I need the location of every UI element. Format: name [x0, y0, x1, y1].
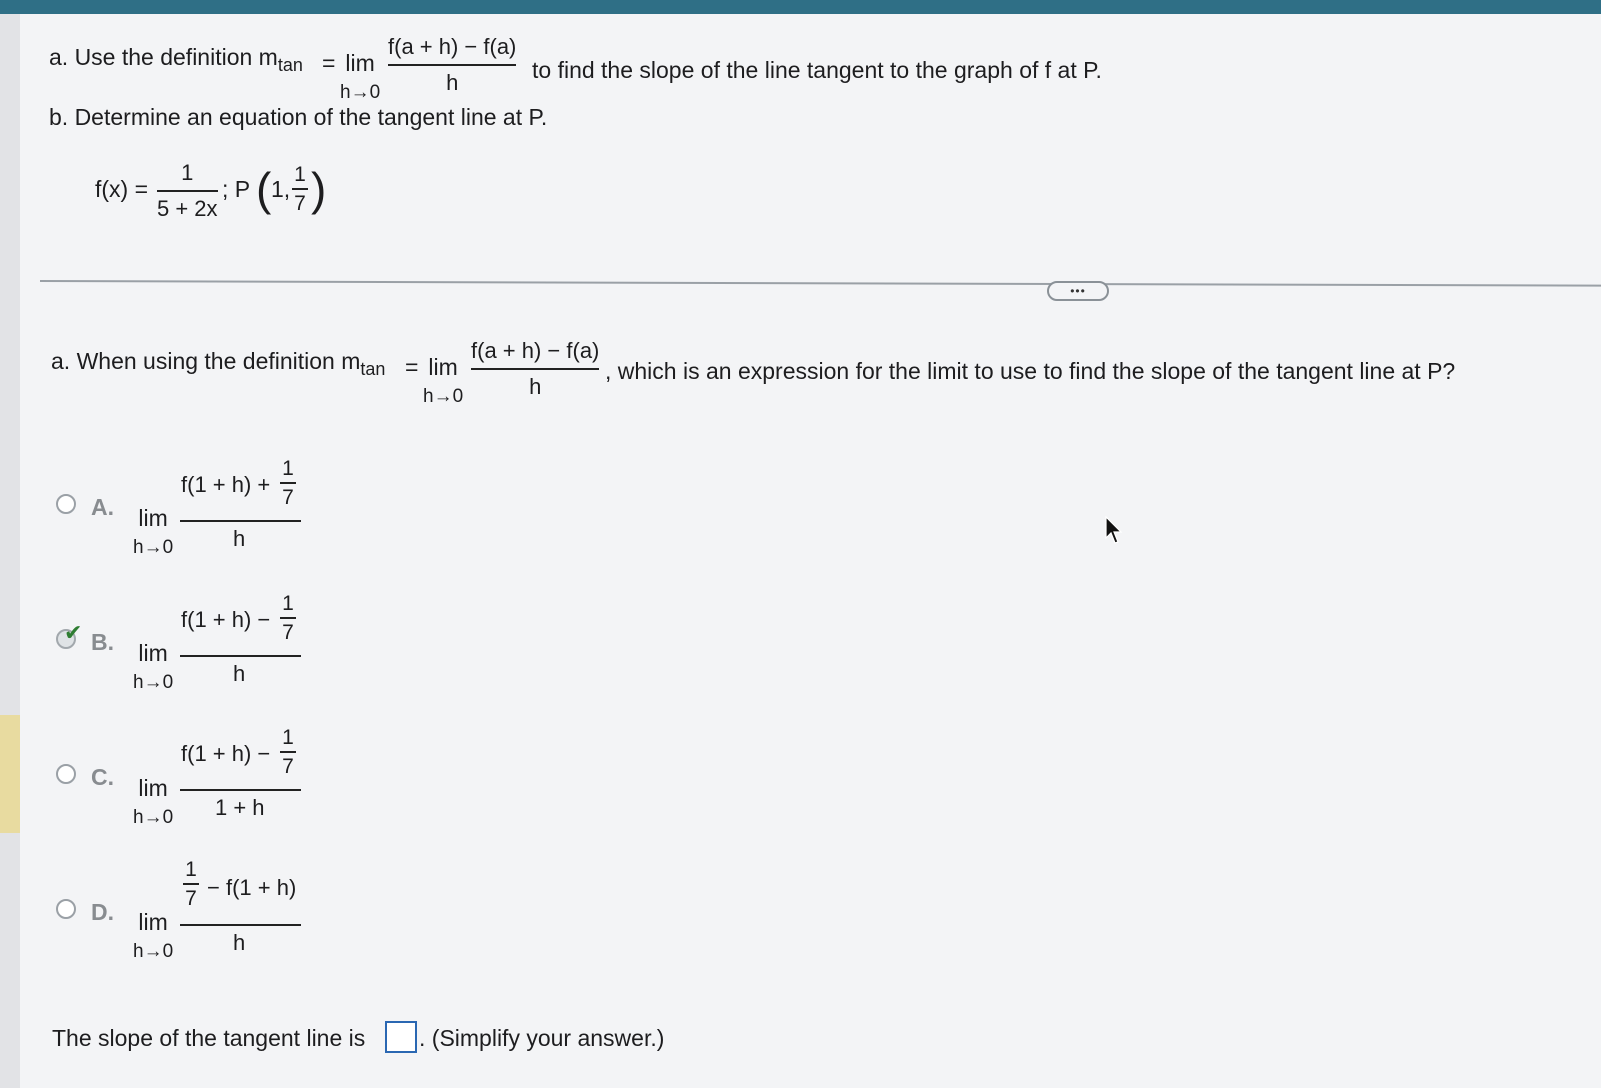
option-c-frac-num: 1 [282, 726, 294, 749]
subq-denominator: h [529, 373, 542, 399]
equals: = [322, 50, 336, 76]
definition-numerator: f(a + h) − f(a) [388, 34, 517, 59]
option-c-frac-den: 7 [282, 754, 294, 778]
option-a-lim-sub: h→0 [133, 537, 174, 558]
part-b-text: b. Determine an equation of the tangent line at P. [49, 104, 548, 130]
option-d-radio[interactable] [56, 899, 76, 919]
option-a-num-left: f(1 + h) + [181, 472, 271, 497]
option-d-small-frac [183, 859, 199, 909]
part-a-lead: a. Use the definition m [49, 44, 278, 70]
option-b-limit [133, 642, 173, 692]
option-d-limit [133, 911, 173, 961]
option-c-lim: lim [138, 775, 168, 801]
limit-subscript: h→0 [340, 82, 381, 103]
point-x: 1, [271, 176, 291, 202]
point-y-numerator: 1 [294, 163, 306, 186]
right-paren: ) [311, 163, 327, 215]
subq-equals: = [405, 354, 419, 380]
function-denominator: 5 + 2x [157, 195, 218, 221]
point-y-fraction [292, 164, 308, 214]
function-fraction [157, 162, 218, 220]
option-c-den: 1 + h [215, 795, 265, 820]
answer-prefix: The slope of the tangent line is [52, 1025, 366, 1051]
option-d-lim: lim [138, 909, 168, 935]
function-numerator: 1 [181, 160, 194, 185]
option-a-frac-num: 1 [282, 457, 294, 480]
point-label: ; P [222, 176, 251, 202]
definition-denominator: h [446, 69, 459, 95]
option-c-label[interactable]: C. [91, 764, 114, 790]
option-d-num-right: − f(1 + h) [207, 875, 297, 900]
option-b-fraction-bar [180, 655, 301, 657]
option-a-den: h [233, 526, 246, 551]
option-b-den: h [233, 661, 246, 686]
left-paren: ( [256, 163, 272, 215]
tan-subscript: tan [277, 55, 303, 75]
subq-definition-fraction [471, 340, 599, 398]
option-b-lim-sub: h→0 [133, 672, 174, 693]
option-b-num-left: f(1 + h) − [181, 607, 271, 632]
subq-lead [51, 350, 385, 378]
option-d-label[interactable]: D. [91, 899, 114, 925]
option-b-lim: lim [138, 640, 168, 666]
definition-fraction [388, 36, 516, 94]
option-d-frac-den: 7 [185, 886, 197, 910]
option-d-frac-num: 1 [185, 858, 197, 881]
part-a-text [49, 46, 303, 74]
option-d-den: h [233, 930, 246, 955]
option-a-lim: lim [138, 505, 168, 531]
option-a-frac-den: 7 [282, 485, 294, 509]
more-dots-icon[interactable]: ••• [1047, 281, 1109, 301]
option-b-frac-den: 7 [282, 620, 294, 644]
option-d-fraction-bar [180, 924, 301, 926]
left-strip [0, 14, 20, 1088]
cursor-arrow-icon [1105, 516, 1125, 546]
option-c-small-frac [280, 727, 296, 777]
option-c-radio[interactable] [56, 764, 76, 784]
subq-numerator: f(a + h) − f(a) [471, 338, 600, 363]
option-b-label[interactable]: B. [91, 629, 114, 655]
option-c-num-left: f(1 + h) − [181, 741, 271, 766]
check-icon: ✔ [64, 620, 83, 645]
option-a-radio[interactable] [56, 494, 76, 514]
subq-limit-subscript: h→0 [423, 386, 464, 407]
subq-tail: , which is an expression for the limit to use to find the slope of the tangent line at P? [605, 358, 1456, 384]
subq-lead-text: a. When using the definition m [51, 348, 361, 374]
option-b-small-frac [280, 593, 296, 643]
option-d-lim-sub: h→0 [133, 941, 174, 962]
option-a-label[interactable]: A. [91, 494, 114, 520]
option-c-limit [133, 777, 173, 827]
limit-symbol: lim h→0 [340, 50, 381, 103]
part-a-tail: to find the slope of the line tangent to the graph of f at P. [532, 57, 1102, 83]
function-lhs: f(x) = [95, 176, 149, 202]
answer-suffix: . (Simplify your answer.) [419, 1025, 665, 1051]
slope-answer-input[interactable] [385, 1021, 417, 1053]
subq-tan-subscript: tan [360, 359, 386, 379]
option-b-frac-num: 1 [282, 592, 294, 615]
option-a-limit [133, 507, 173, 557]
option-c-fraction-bar [180, 789, 301, 791]
top-bar [0, 0, 1601, 14]
subq-limit: lim h→0 [423, 354, 464, 407]
option-c-lim-sub: h→0 [133, 807, 174, 828]
option-a-small-frac [280, 458, 296, 508]
option-a-fraction-bar [180, 520, 301, 522]
point-y-denominator: 7 [294, 191, 306, 215]
side-highlight-tab [0, 715, 20, 833]
